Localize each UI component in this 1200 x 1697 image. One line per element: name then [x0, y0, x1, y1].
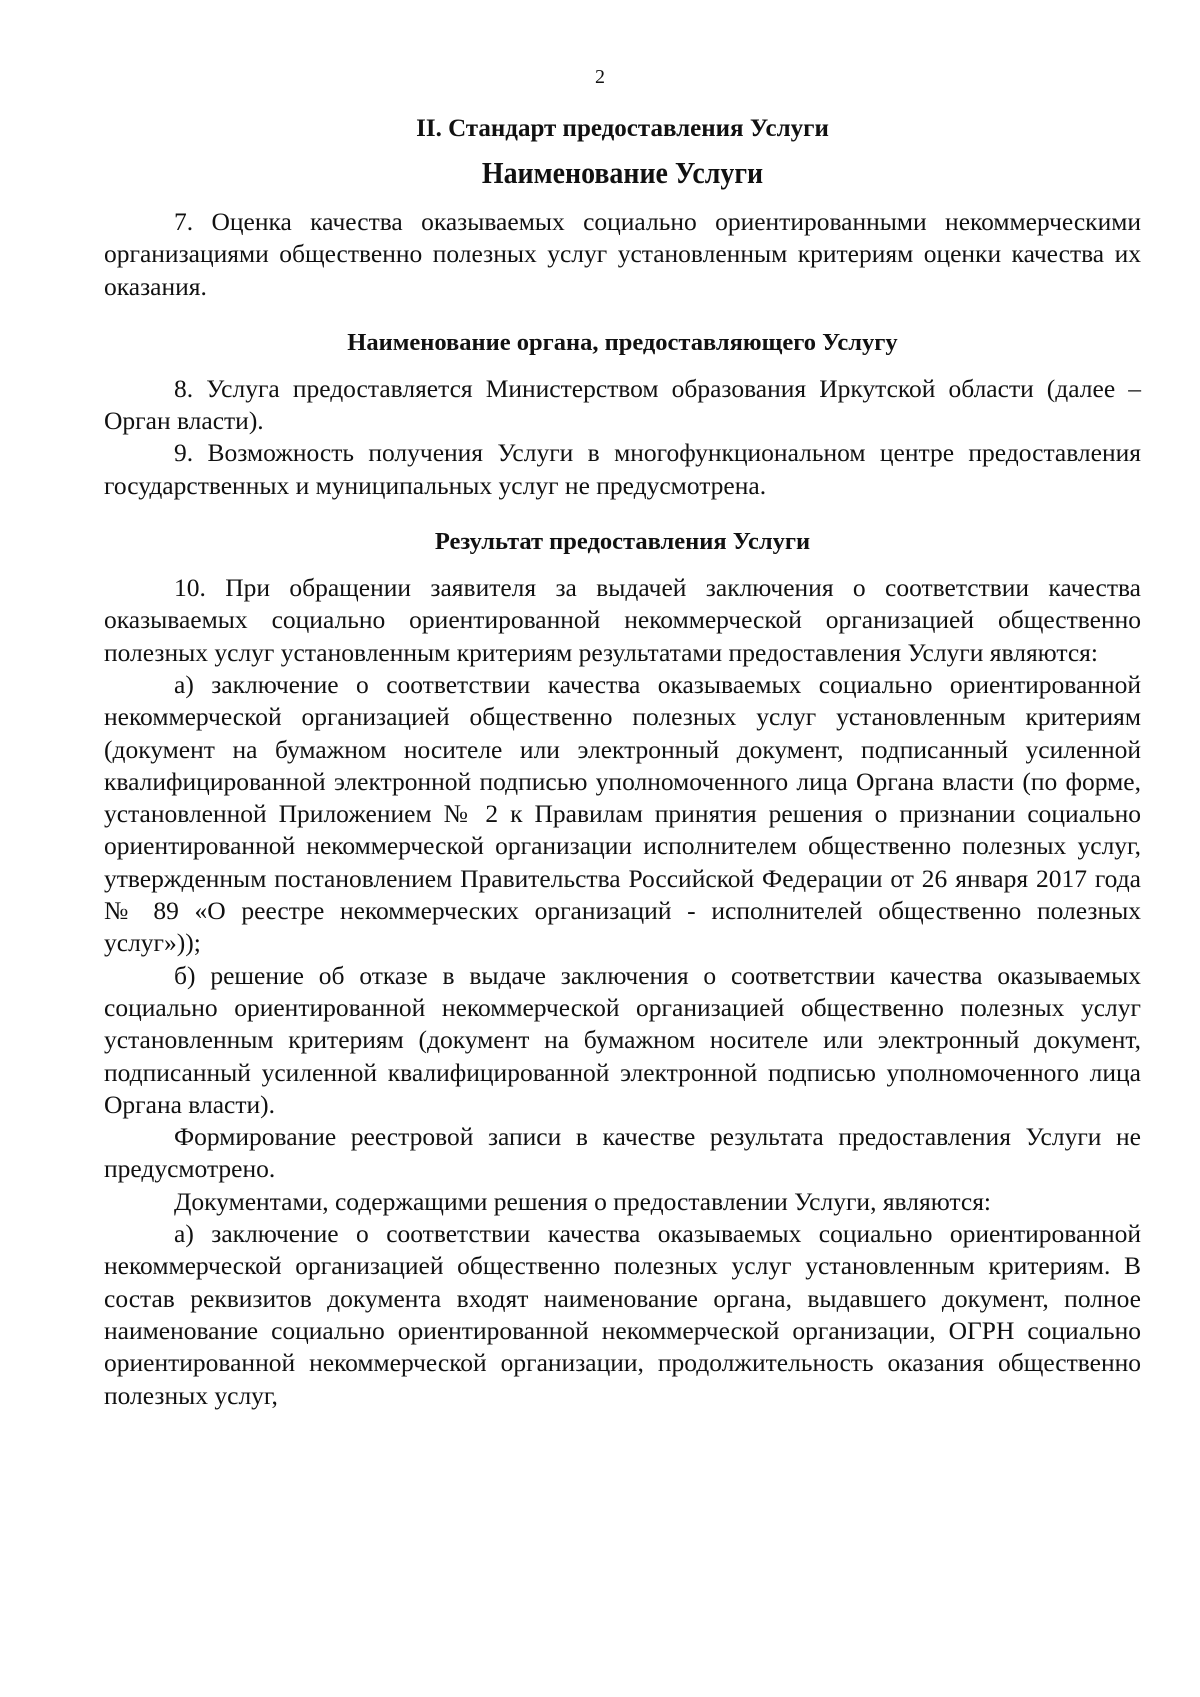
paragraph-9: 9. Возможность получения Услуги в многофункциональном центре предоставления государственных и муниципальных услуг не предусмотрена. [104, 438, 1141, 500]
heading-result: Результат предоставления Услуги [434, 528, 811, 556]
page-number: 2 [595, 66, 605, 88]
paragraph-8: 8. Услуга предоставляется Министерством образования Иркутской области (далее – Орган власти). [104, 373, 1141, 436]
paragraph-7: 7. Оценка качества оказываемых социально ориентированными некоммерческими организациями общественно полезных услуг установленным критериям оценки качества их оказания. [104, 207, 1141, 301]
document-content [104, 112, 1141, 1412]
heading-authority: Наименование органа, предоставляющего Услугу [347, 328, 898, 356]
paragraph-documents-intro: Документами, содержащими решения о предоставлении Услуги, являются: [174, 1186, 992, 1216]
paragraph-documents-a: а) заключение о соответствии качества оказываемых социально ориентированной некоммерческой организацией общественно полезных услуг установленным критериям. В состав реквизитов документа входят наименование органа, выдавшего документ, полное наименование социально ориентированной некоммерческой организации, ОГРН социально ориентированной некоммерческой организации, продолжительность оказания общественно полезных услуг, [104, 1219, 1141, 1410]
paragraph-10-a: а) заключение о соответствии качества оказываемых социально ориентированной некоммерческой организацией общественно полезных услуг установленным критериям (документ на бумажном носителе или электронный документ, подписанный усиленной квалифицированной электронной подписью уполномоченного лица Органа власти (по форме, установленной Приложением № 2 к Правилам принятия решения о признании социально ориентированной некоммерческой организации исполнителем общественно полезных услуг, утвержденным постановлением Правительства Российской Федерации от 26 января 2017 года № 89 «О реестре некоммерческих организаций - исполнителей общественно полезных услуг»)); [104, 669, 1141, 958]
paragraph-10-b: б) решение об отказе в выдаче заключения о соответствии качества оказываемых социально ориентированной некоммерческой организацией общественно полезных услуг установленным критериям (документ на бумажном носителе или электронный документ, подписанный усиленной квалифицированной электронной подписью уполномоченного лица Органа власти). [104, 960, 1141, 1119]
section-title: II. Стандарт предоставления Услуги [416, 115, 829, 142]
heading-service-name: Наименование Услуги [481, 155, 764, 190]
paragraph-10: 10. При обращении заявителя за выдачей заключения о соответствии качества оказываемых социально ориентированной некоммерческой организацией общественно полезных услуг установленным критериям результатами предоставления Услуги являются: [104, 573, 1141, 667]
paragraph-registry-note: Формирование реестровой записи в качестве результата предоставления Услуги не предусмотрено. [104, 1122, 1141, 1184]
